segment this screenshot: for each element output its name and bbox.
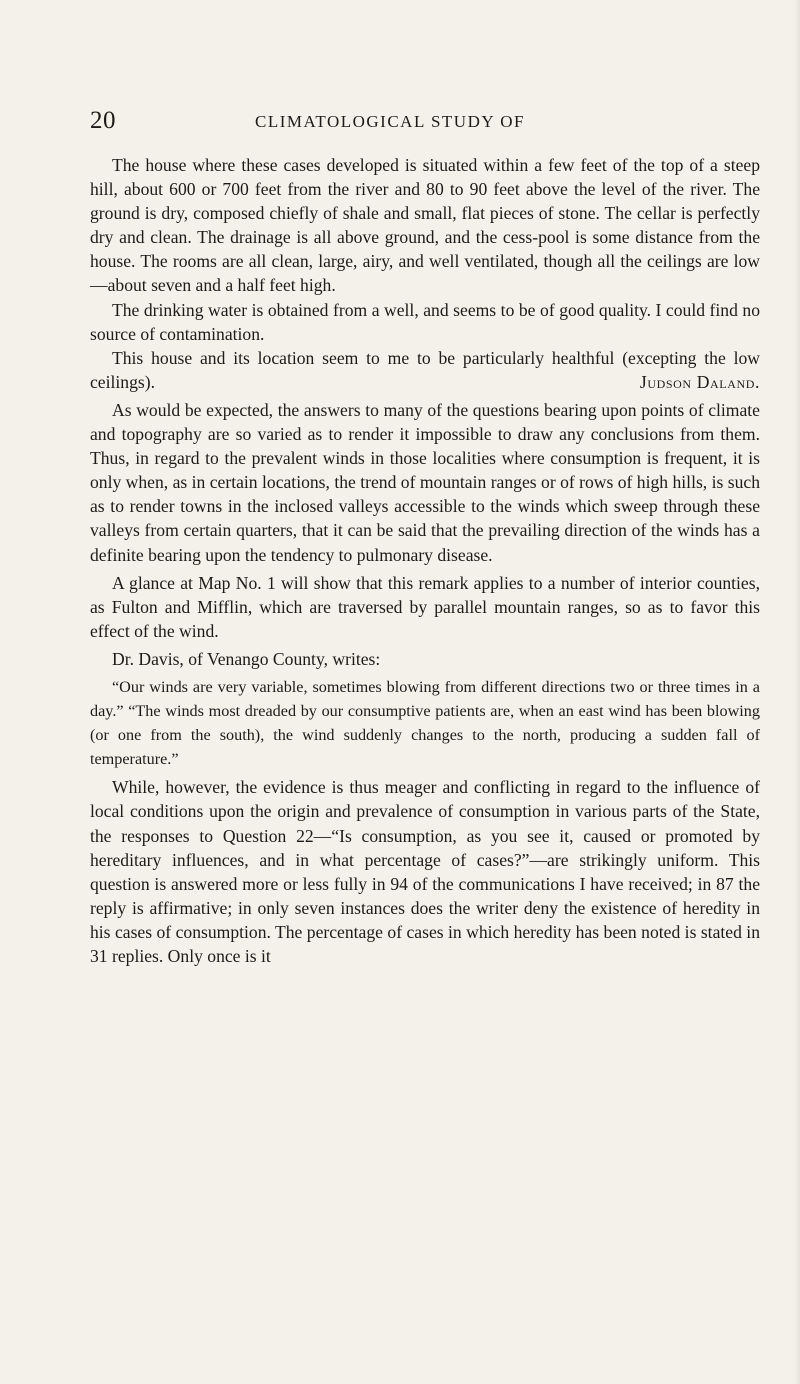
paragraph-map-reference: A glance at Map No. 1 will show that this remark applies to a number of interior counties, as Fulton and Mifflin, which are traversed by parallel mountain ranges, so as to favor this effect of the wind.	[90, 572, 760, 641]
paragraph-drinking-water: The drinking water is obtained from a well, and seems to be of good quality. I could find no source of contamination.	[90, 299, 760, 344]
page-edge-shade	[794, 0, 800, 1384]
running-head: CLIMATOLOGICAL STUDY OF	[255, 112, 525, 131]
page-header	[90, 107, 760, 137]
paragraph-dr-davis-intro: Dr. Davis, of Venango County, writes:	[112, 648, 381, 669]
paragraph-climate-topography: As would be expected, the answers to many of the questions bearing upon points of climate and topography are so varied as to render it impossible to draw any conclusions from them. Thus, in regard to the prevalent winds in those localities where consumption is frequent, it is only when, as in certain locations, the trend of mountain ranges or of rows of high hills, is such as to render towns in the inclosed valleys accessible to the winds which sweep through these valleys from certain quarters, that it can be said that the prevailing direction of the winds has a definite bearing upon the tendency to pulmonary disease.	[90, 399, 760, 565]
page-number: 20	[90, 107, 116, 134]
paragraph-house-description: The house where these cases developed is situated within a few feet of the top of a steep hill, about 600 or 700 feet from the river and 80 to 90 feet above the level of the river. The ground is dry, composed chiefly of shale and small, flat pieces of stone. The cellar is perfectly dry and clean. The drainage is all above ground, and the cess-pool is some distance from the house. The rooms are all clean, large, airy, and well ventilated, though all the ceilings are low—about seven and a half feet high.	[90, 155, 760, 296]
paragraph-davis-quote: “Our winds are very variable, sometimes blowing from different directions two or three times in a day.” “The winds most dreaded by our consumptive patients are, when an east wind has been blowing (or one from the south), the wind suddenly changes to the north, producing a sudden fall of temperature.”	[90, 677, 760, 769]
paragraph-healthful-location	[90, 346, 760, 394]
paragraph-heredity: While, however, the evidence is thus meager and conflicting in regard to the influence of local conditions upon the origin and prevalence of consumption in various parts of the State, the responses to Question 22—“Is consumption, as you see it, caused or promoted by hereditary influences, and in what percentage of cases?”—are strikingly uniform. This question is answered more or less fully in 94 of the communications I have received; in 87 the reply is affirmative; in only seven instances does the writer deny the existence of heredity in his cases of consumption. The percentage of cases in which heredity has been noted is stated in 31 replies. Only once is it	[90, 777, 760, 966]
body-text	[90, 153, 760, 968]
paragraph-healthful-location-text: This house and its location seem to me to be particularly healthful (excepting the low ceilings).	[90, 347, 760, 392]
signature: Judson Daland.	[639, 371, 760, 392]
